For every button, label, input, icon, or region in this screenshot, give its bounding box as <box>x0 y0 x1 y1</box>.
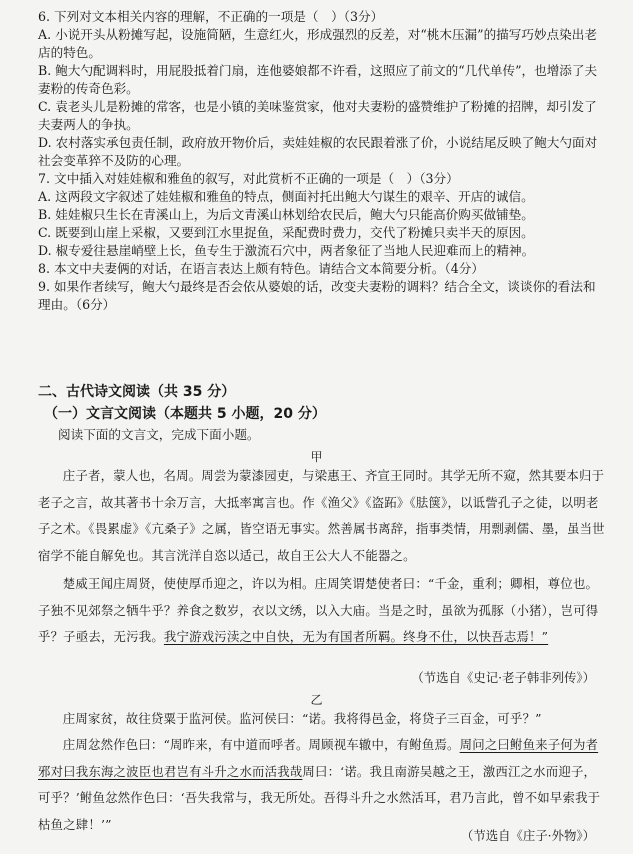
passage-jia-paragraph-2 <box>38 571 606 651</box>
question-6: 6. 下列对文本相关内容的理解，不正确的一项是（ ）（3分） <box>38 9 384 24</box>
passage-jia-paragraph-2-text: 楚威王闻庄周贤，使使厚币迎之，许以为相。庄周笑谓楚使者曰：“千金，重利；卿相，尊位也。子独不见郊祭之牺牛乎？养食之数岁，衣以文绣，以入大庙。当是之时，虽欲为孤豚（小猪），岂可得乎？子亟去，无污我。 <box>38 576 599 644</box>
section-title: 二、古代诗文阅读（共 35 分） <box>38 384 236 400</box>
question-7-option-c: C. 既要到山崖上采椒，又要到江水里捉鱼，采配费时费力，交代了粉摊只卖半天的原因。 <box>38 225 534 240</box>
subsection-title: （一）文言文阅读（本题共 5 小题，20 分） <box>44 406 326 422</box>
passage-yi-source: （节选自《庄子·外物》） <box>460 828 595 843</box>
passage-jia-paragraph-1: 庄子者，蒙人也，名周。周尝为蒙漆园吏，与梁惠王、齐宣王同时。其学无所不窥，然其要本归于老子之言，故其著书十余万言，大抵率寓言也。作《渔父》《盗跖》《胠箧》，以诋訾孔子之徒，以明老子之术。《畏累虚》《亢桑子》之属，皆空语无事实。然善属书离辞，指事类情，用剽剥儒、墨，虽当世宿学不能自解免也。其言洸洋自恣以适己，故自王公大人不能器之。 <box>38 468 605 563</box>
question-7: 7. 文中插入对娃娃椒和雅鱼的叙写，对此赏析不正确的一项是（ ）（3分） <box>38 171 459 186</box>
passage-jia-label: 甲 <box>310 450 323 464</box>
passage-yi-paragraph-2 <box>38 732 606 838</box>
question-6-option-b: B. 鲍大勺配调料时，用屁股抵着门扇，连他婆娘都不许看，这照应了前文的“几代单传”，也增添了夫妻粉的传奇色彩。 <box>38 63 598 96</box>
question-7-option-b: B. 娃娃椒只生长在青溪山上，为后文青溪山林划给农民后，鲍大勺只能高价购买做铺垫。 <box>38 207 534 222</box>
passage-yi-paragraph-2-text: 庄周忿然作色曰：“周昨来，有中道而呼者。周顾视车辙中，有鲋鱼焉。 <box>62 737 460 752</box>
underlined-sentence-jia: 我宁游戏污渎之中自快，无为有国者所羁。终身不仕，以快吾志焉！” <box>163 629 549 644</box>
passage-jia-source: （节选自《史记·老子韩非列传》） <box>411 670 595 685</box>
question-6-option-a: A. 小说开头从粉摊写起，设施简陋，生意红火，形成强烈的反差，对“桃木压漏”的描写巧妙点染出老店的特色。 <box>38 27 597 60</box>
question-8: 8. 本文中夫妻俩的对话，在语言表达上颇有特色。请结合文本简要分析。（4分） <box>38 261 484 276</box>
passage-yi-paragraph-2-cont: 周曰：‘诺。我且南游吴越之王，激西江之水而迎子，可乎？’鲋鱼忿然作色曰：‘吾失我常与，我无所处。吾得斗升之水然活耳，君乃言此，曾不如早索我于枯鱼之肆！’” <box>38 763 601 832</box>
question-6-option-c: C. 袁老头儿是粉摊的常客，也是小镇的美味鉴赏家，他对夫妻粉的盛赞维护了粉摊的招牌，却引发了夫妻两人的争执。 <box>38 99 597 132</box>
reading-instruction: 阅读下面的文言文，完成下面小题。 <box>58 427 260 442</box>
passage-yi-paragraph-1: 庄周家贫，故往贷粟于监河侯。监河侯曰：“诺。我将得邑金，将贷子三百金，可乎？” <box>62 711 542 726</box>
question-7-option-a: A. 这两段文字叙述了娃娃椒和雅鱼的特点，侧面衬托出鲍大勺谋生的艰辛、开店的诚信。 <box>38 189 534 204</box>
question-7-option-d: D. 椒专爱往悬崖峭壁上长，鱼专生于激流石穴中，两者象征了当地人民迎难而上的精神。 <box>38 243 535 258</box>
question-9: 9. 如果作者续写，鲍大勺最终是否会依从婆娘的话，改变夫妻粉的调料？结合全文，谈谈你的看法和理由。（6分） <box>38 279 596 312</box>
questions-block <box>38 8 608 314</box>
question-6-option-d: D. 农村落实承包责任制，政府放开物价后，卖娃娃椒的农民跟着涨了价，小说结尾反映了鲍大勺面对社会变革猝不及防的心理。 <box>38 135 598 168</box>
passage-yi-label: 乙 <box>310 693 323 707</box>
underlined-sentence-yi: 周问之曰鲋鱼来子何为者邪对曰我东海之波臣也君岂有斗升之水而活我哉 <box>38 737 599 779</box>
